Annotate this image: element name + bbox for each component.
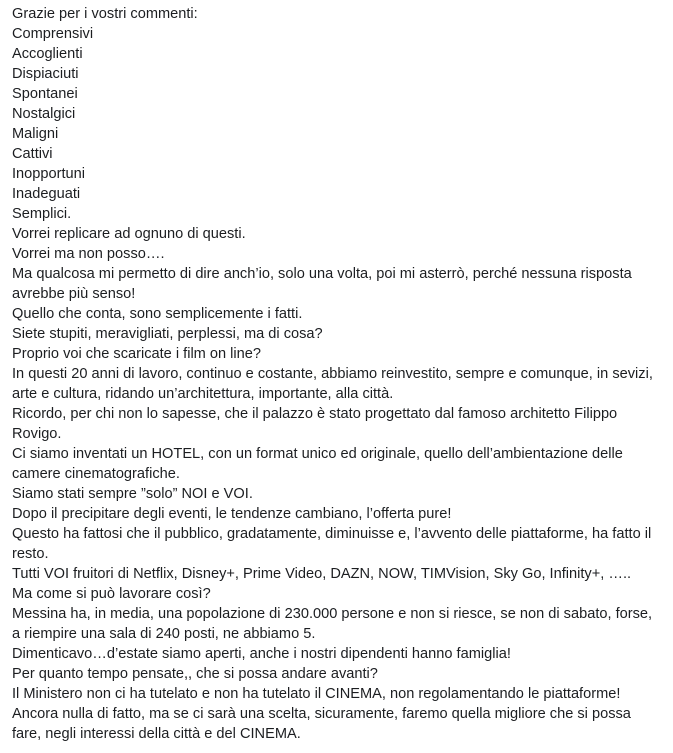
post-line-piattaforme: Questo ha fattosi che il pubblico, gradatamente, diminuisse e, l’avvento delle piattaforme, ha fatto il resto. xyxy=(12,526,652,562)
post-line-fatti: Quello che conta, sono semplicemente i fatti. xyxy=(12,306,303,322)
post-line-stupiti: Siete stupiti, meravigliati, perplessi, ma di cosa? xyxy=(12,326,323,342)
post-line-inadeguati: Inadeguati xyxy=(12,186,81,202)
post-line-dispiaciuti: Dispiaciuti xyxy=(12,66,79,82)
post-line-nostalgici: Nostalgici xyxy=(12,106,76,122)
post-line-thanks: Grazie per i vostri commenti: xyxy=(12,6,198,22)
post-line-ministero: Il Ministero non ci ha tutelato e non ha tutelato il CINEMA, non regolamentando le piattaforme! xyxy=(12,686,621,702)
post-line-messina: Messina ha, in media, una popolazione di 230.000 persone e non si riesce, se non di sabato, forse, a riempire una sala di 240 posti, ne abbiamo 5. xyxy=(12,606,653,642)
post-line-cattivi: Cattivi xyxy=(12,146,53,162)
post-line-spontanei: Spontanei xyxy=(12,86,78,102)
post-line-maligni: Maligni xyxy=(12,126,59,142)
post-line-lavorare: Ma come si può lavorare così? xyxy=(12,586,211,602)
post-line-eventi: Dopo il precipitare degli eventi, le tendenze cambiano, l’offerta pure! xyxy=(12,506,452,522)
post-line-permetto: Ma qualcosa mi permetto di dire anch’io, solo una volta, poi mi asterrò, perché nessuna risposta avrebbe più senso! xyxy=(12,266,632,302)
post-line-palazzo: Ricordo, per chi non lo sapesse, che il palazzo è stato progettato dal famoso architetto Filippo Rovigo. xyxy=(12,406,618,442)
post-line-scelta: Ancora nulla di fatto, ma se ci sarà una scelta, sicuramente, faremo quella migliore che si possa fare, negli interessi della città e del CINEMA. xyxy=(12,706,631,742)
post-line-fruitori: Tutti VOI fruitori di Netflix, Disney+, Prime Video, DAZN, NOW, TIMVision, Sky Go, Infinity+, ….. xyxy=(12,566,632,582)
post-line-accoglienti: Accoglienti xyxy=(12,46,83,62)
post-line-noi-voi: Siamo stati sempre ”solo” NOI e VOI. xyxy=(12,486,253,502)
post-line-estate: Dimenticavo…d’estate siamo aperti, anche i nostri dipendenti hanno famiglia! xyxy=(12,646,511,662)
post-line-comprensivi: Comprensivi xyxy=(12,26,94,42)
post-line-scaricate: Proprio voi che scaricate i film on line? xyxy=(12,346,262,362)
post-line-inopportuni: Inopportuni xyxy=(12,166,86,182)
post-line-semplici: Semplici. xyxy=(12,206,72,222)
post-line-quanto-tempo: Per quanto tempo pensate,, che si possa andare avanti? xyxy=(12,666,378,682)
post-line-hotel: Ci siamo inventati un HOTEL, con un format unico ed originale, quello dell’ambientazione delle camere cinematografiche. xyxy=(12,446,623,482)
post-line-20-anni: In questi 20 anni di lavoro, continuo e costante, abbiamo reinvestito, sempre e comunque, in sevizi, arte e cultura, ridando un’architettura, importante, alla città. xyxy=(12,366,653,402)
post-line-replicare: Vorrei replicare ad ognuno di questi. xyxy=(12,226,246,242)
post-line-non-posso: Vorrei ma non posso…. xyxy=(12,246,165,262)
